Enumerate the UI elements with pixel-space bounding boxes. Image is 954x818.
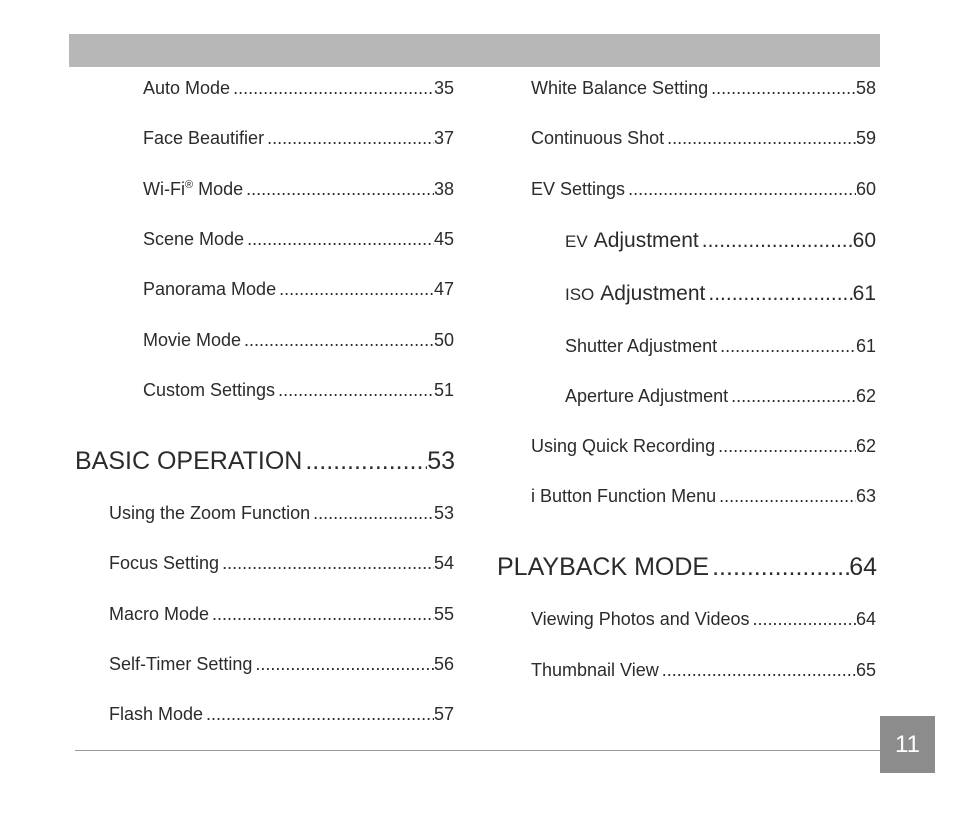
toc-entry-white-balance[interactable]	[531, 78, 876, 102]
toc-entry-title: Panorama Mode	[143, 279, 277, 299]
toc-entry-auto-mode[interactable]	[143, 78, 454, 102]
toc-page-number: 47	[433, 279, 454, 299]
toc-entry-title: Aperture Adjustment	[565, 386, 729, 406]
toc-entry-title: Face Beautifier	[143, 128, 265, 148]
toc-page-number: 57	[433, 704, 454, 724]
toc-entry-title: Custom Settings	[143, 380, 276, 400]
dot-leader	[750, 609, 856, 630]
dot-leader	[728, 386, 856, 407]
toc-entry-title: Using the Zoom Function	[109, 503, 311, 523]
toc-entry-quick-recording[interactable]	[531, 436, 876, 460]
toc-entry-title: Shutter Adjustment	[565, 336, 718, 356]
toc-entry-title: Macro Mode	[109, 604, 210, 624]
dot-leader	[709, 553, 849, 582]
dot-leader	[243, 179, 434, 200]
dot-leader	[244, 229, 434, 250]
toc-page-number: 58	[855, 78, 876, 98]
toc-page-number: 64	[849, 553, 877, 581]
dot-leader	[302, 447, 427, 476]
toc-page-number: 35	[433, 78, 454, 98]
dot-leader	[230, 78, 434, 99]
dot-leader	[203, 704, 434, 725]
dot-leader	[310, 503, 434, 524]
toc-page-number: 38	[433, 179, 454, 199]
toc-entry-title: Focus Setting	[109, 553, 220, 573]
dot-leader	[264, 128, 434, 149]
toc-section-title: BASIC OPERATION	[75, 447, 303, 475]
toc-page-number: 53	[433, 503, 454, 523]
header-bar	[69, 34, 880, 67]
dot-leader	[252, 654, 434, 675]
toc-page-number: 51	[433, 380, 454, 400]
toc-page-number: 59	[855, 128, 876, 148]
toc-subentry-ev-adjustment[interactable]	[565, 229, 876, 257]
toc-page-number: 61	[855, 336, 876, 356]
dot-leader	[699, 229, 853, 253]
toc-section-playback-mode[interactable]	[497, 553, 877, 585]
dot-leader	[664, 128, 856, 149]
toc-entry-title: i Button Function Menu	[531, 486, 717, 506]
toc-page-number: 60	[855, 179, 876, 199]
toc-entry-continuous-shot[interactable]	[531, 128, 876, 152]
toc-page-number: 45	[433, 229, 454, 249]
toc-entry-title: EV Settings	[531, 179, 626, 199]
toc-entry-title: Self-Timer Setting	[109, 654, 253, 674]
toc-entry-movie-mode[interactable]	[143, 330, 454, 354]
toc-entry-focus-setting[interactable]	[109, 553, 454, 577]
page-number-badge: 11	[880, 716, 935, 773]
toc-page-number: 62	[855, 386, 876, 406]
dot-leader	[659, 660, 856, 681]
toc-entry-title: Scene Mode	[143, 229, 245, 249]
toc-entry-title: Viewing Photos and Videos	[531, 609, 750, 629]
toc-entry-self-timer[interactable]	[109, 654, 454, 678]
toc-entry-face-beautifier[interactable]	[143, 128, 454, 152]
toc-page-number: 65	[855, 660, 876, 680]
toc-entry-flash-mode[interactable]	[109, 704, 454, 728]
toc-entry-i-button-menu[interactable]	[531, 486, 876, 510]
toc-entry-macro-mode[interactable]	[109, 604, 454, 628]
toc-page-number: 64	[855, 609, 876, 629]
registered-mark: ®	[184, 179, 194, 191]
toc-page-number: 63	[855, 486, 876, 506]
dot-leader	[275, 380, 434, 401]
dot-leader	[209, 604, 434, 625]
footer-rule	[75, 750, 881, 751]
toc-entry-ev-settings[interactable]	[531, 179, 876, 203]
toc-section-basic-operation[interactable]	[75, 447, 455, 479]
toc-entry-title: Wi-Fi® Mode	[143, 179, 244, 199]
dot-leader	[716, 486, 856, 507]
toc-entry-title: Using Quick Recording	[531, 436, 716, 456]
toc-entry-title: Movie Mode	[143, 330, 242, 350]
toc-subentry-aperture-adjustment[interactable]	[565, 386, 876, 410]
toc-entry-title: Flash Mode	[109, 704, 204, 724]
toc-page-number: 37	[433, 128, 454, 148]
toc-entry-wifi-mode[interactable]	[143, 179, 454, 203]
toc-entry-title: Thumbnail View	[531, 660, 659, 680]
toc-entry-scene-mode[interactable]	[143, 229, 454, 253]
toc-section-title: PLAYBACK MODE	[497, 553, 710, 581]
toc-page-number: 60	[852, 229, 876, 252]
dot-leader	[717, 336, 856, 357]
toc-entry-title: EV Adjustment	[565, 229, 699, 252]
toc-page-number: 53	[427, 447, 455, 475]
dot-leader	[705, 282, 852, 306]
toc-subentry-shutter-adjustment[interactable]	[565, 336, 876, 360]
toc-entry-viewing-photos[interactable]	[531, 609, 876, 633]
dot-leader	[708, 78, 856, 99]
dot-leader	[241, 330, 434, 351]
dot-leader	[276, 279, 434, 300]
toc-subentry-iso-adjustment[interactable]	[565, 282, 876, 310]
dot-leader	[219, 553, 434, 574]
dot-leader	[625, 179, 856, 200]
toc-page-number: 56	[433, 654, 454, 674]
toc-entry-custom-settings[interactable]	[143, 380, 454, 404]
toc-entry-title: Continuous Shot	[531, 128, 665, 148]
toc-page-number: 62	[855, 436, 876, 456]
dot-leader	[715, 436, 856, 457]
toc-entry-zoom-function[interactable]	[109, 503, 454, 527]
toc-entry-panorama-mode[interactable]	[143, 279, 454, 303]
toc-entry-title: White Balance Setting	[531, 78, 709, 98]
toc-page-number: 50	[433, 330, 454, 350]
toc-page-number: 55	[433, 604, 454, 624]
toc-entry-thumbnail-view[interactable]	[531, 660, 876, 684]
toc-entry-title: ISO Adjustment	[565, 282, 706, 305]
toc-page-number: 61	[852, 282, 876, 305]
toc-page-number: 54	[433, 553, 454, 573]
toc-entry-title: Auto Mode	[143, 78, 231, 98]
